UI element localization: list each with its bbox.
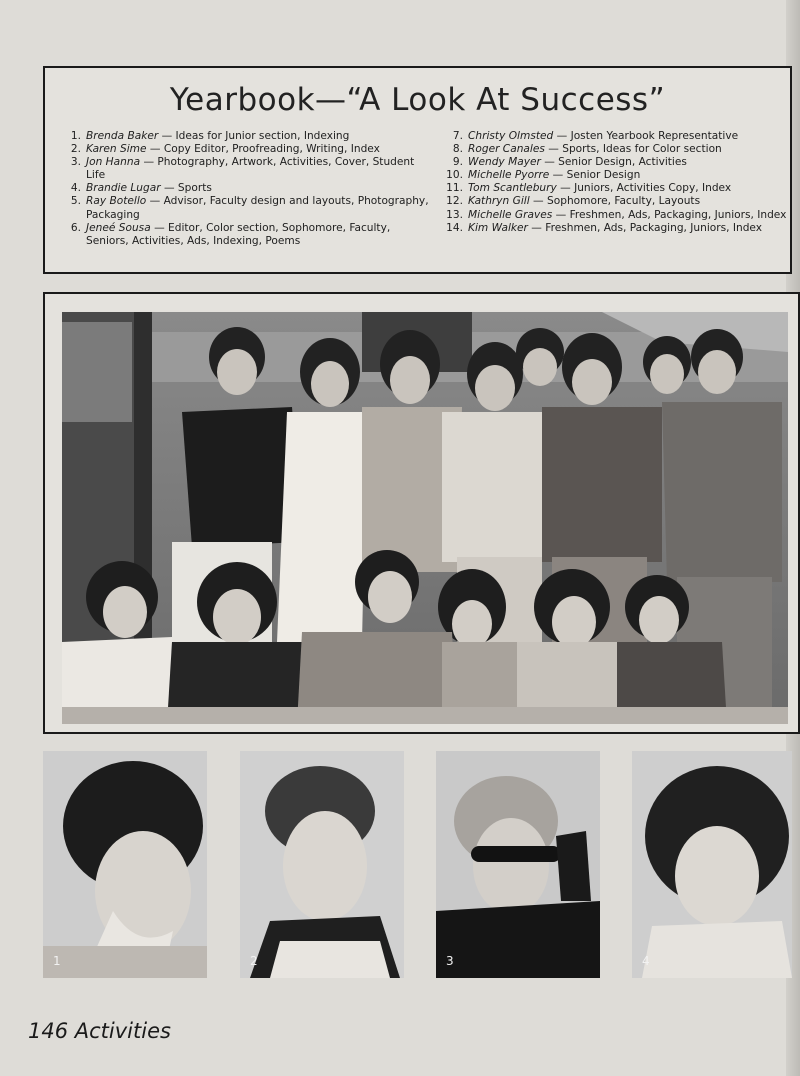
credit-desc: — Editor, Color section, Sophomore, Faculty, Seniors, Activities, Ads, Indexing, Poems	[86, 221, 391, 247]
credit-desc: — Copy Editor, Proofreading, Writing, Index	[146, 143, 380, 156]
credit-item: 3. Jon Hanna — Photography, Artwork, Activities, Cover, Student Life	[70, 156, 415, 182]
page-footer: 146 Activities	[28, 1019, 171, 1043]
credit-item: 13. Michelle Graves — Freshmen, Ads, Packaging, Juniors, Index	[446, 208, 787, 221]
credit-name: Tom Scantlebury	[468, 182, 557, 195]
credit-item: 7. Christy Olmsted — Josten Yearbook Representative	[452, 130, 739, 142]
credit-name: Michelle Graves	[468, 208, 553, 221]
portrait-3	[436, 751, 600, 978]
credit-item: 1. Brenda Baker — Ideas for Junior section, Indexing	[70, 130, 350, 142]
credit-item: 8. Roger Canales — Sports, Ideas for Color section	[452, 143, 722, 156]
group-photo-frame	[43, 292, 800, 734]
portrait-number: 2	[250, 954, 258, 968]
credit-name: Jon Hanna	[86, 156, 141, 169]
credit-desc: — Ideas for Junior section, Indexing	[158, 130, 350, 142]
portrait-3-illustration	[436, 751, 600, 978]
page-title: Yearbook—“A Look At Success”	[169, 82, 666, 118]
credit-desc: — Senior Design, Activities	[540, 156, 687, 169]
credits-box	[43, 66, 792, 274]
credit-desc: — Freshmen, Ads, Packaging, Juniors, Index	[527, 221, 763, 234]
portrait-number: 3	[446, 954, 454, 968]
portrait-4-illustration	[632, 751, 792, 978]
group-photo	[62, 312, 788, 724]
credit-name: Karen Sime	[86, 143, 147, 156]
credit-item: 11. Tom Scantlebury — Juniors, Activities Copy, Index	[446, 182, 732, 195]
credit-desc: — Josten Yearbook Representative	[553, 130, 739, 142]
credit-item: 14. Kim Walker — Freshmen, Ads, Packaging, Juniors, Index	[446, 221, 763, 234]
credit-name: Christy Olmsted	[468, 130, 554, 142]
credit-name: Roger Canales	[468, 143, 545, 156]
portrait-2	[240, 751, 404, 978]
portrait-2-illustration	[240, 751, 404, 978]
credit-name: Kim Walker	[468, 221, 528, 234]
portrait-1	[43, 751, 207, 978]
credit-item: 6. Jeneé Sousa — Editor, Color section, Sophomore, Faculty, Seniors, Activities, Ads, Indexing, Poems	[70, 221, 391, 247]
credit-desc: — Sports, Ideas for Color section	[544, 143, 722, 156]
credit-desc: — Senior Design	[549, 169, 641, 182]
portrait-1-illustration	[43, 751, 207, 978]
credit-name: Ray Botello	[86, 195, 147, 208]
credit-name: Jeneé Sousa	[86, 221, 151, 234]
credit-item: 10. Michelle Pyorre — Senior Design	[446, 169, 641, 182]
group-photo-illustration	[62, 312, 788, 724]
portrait-4	[632, 751, 792, 978]
credit-name: Wendy Mayer	[468, 156, 541, 169]
credit-name: Brenda Baker	[86, 130, 159, 142]
portrait-number: 4	[642, 954, 650, 968]
portrait-number: 1	[53, 954, 61, 968]
credit-item: 9. Wendy Mayer — Senior Design, Activities	[452, 156, 687, 169]
credits-list-right	[441, 130, 787, 235]
credits-list-left	[59, 130, 431, 248]
credit-name: Brandie Lugar	[86, 182, 161, 195]
credit-desc: — Juniors, Activities Copy, Index	[556, 182, 732, 195]
credit-desc: — Advisor, Faculty design and layouts, Photography, Packaging	[86, 195, 429, 221]
credit-name: Kathryn Gill	[468, 195, 530, 208]
credit-item: 12. Kathryn Gill — Sophomore, Faculty, Layouts	[446, 195, 701, 208]
credit-desc: — Sports	[160, 182, 212, 195]
credit-item: 4. Brandie Lugar — Sports	[70, 182, 212, 195]
credit-desc: — Sophomore, Faculty, Layouts	[529, 195, 701, 208]
credit-desc: — Freshmen, Ads, Packaging, Juniors, Index	[552, 208, 787, 221]
credit-desc: — Photography, Artwork, Activities, Cover, Student Life	[86, 156, 415, 182]
credit-name: Michelle Pyorre	[468, 169, 550, 182]
credit-item: 2. Karen Sime — Copy Editor, Proofreading, Writing, Index	[70, 143, 380, 156]
credit-item: 5. Ray Botello — Advisor, Faculty design and layouts, Photography, Packaging	[70, 195, 429, 221]
